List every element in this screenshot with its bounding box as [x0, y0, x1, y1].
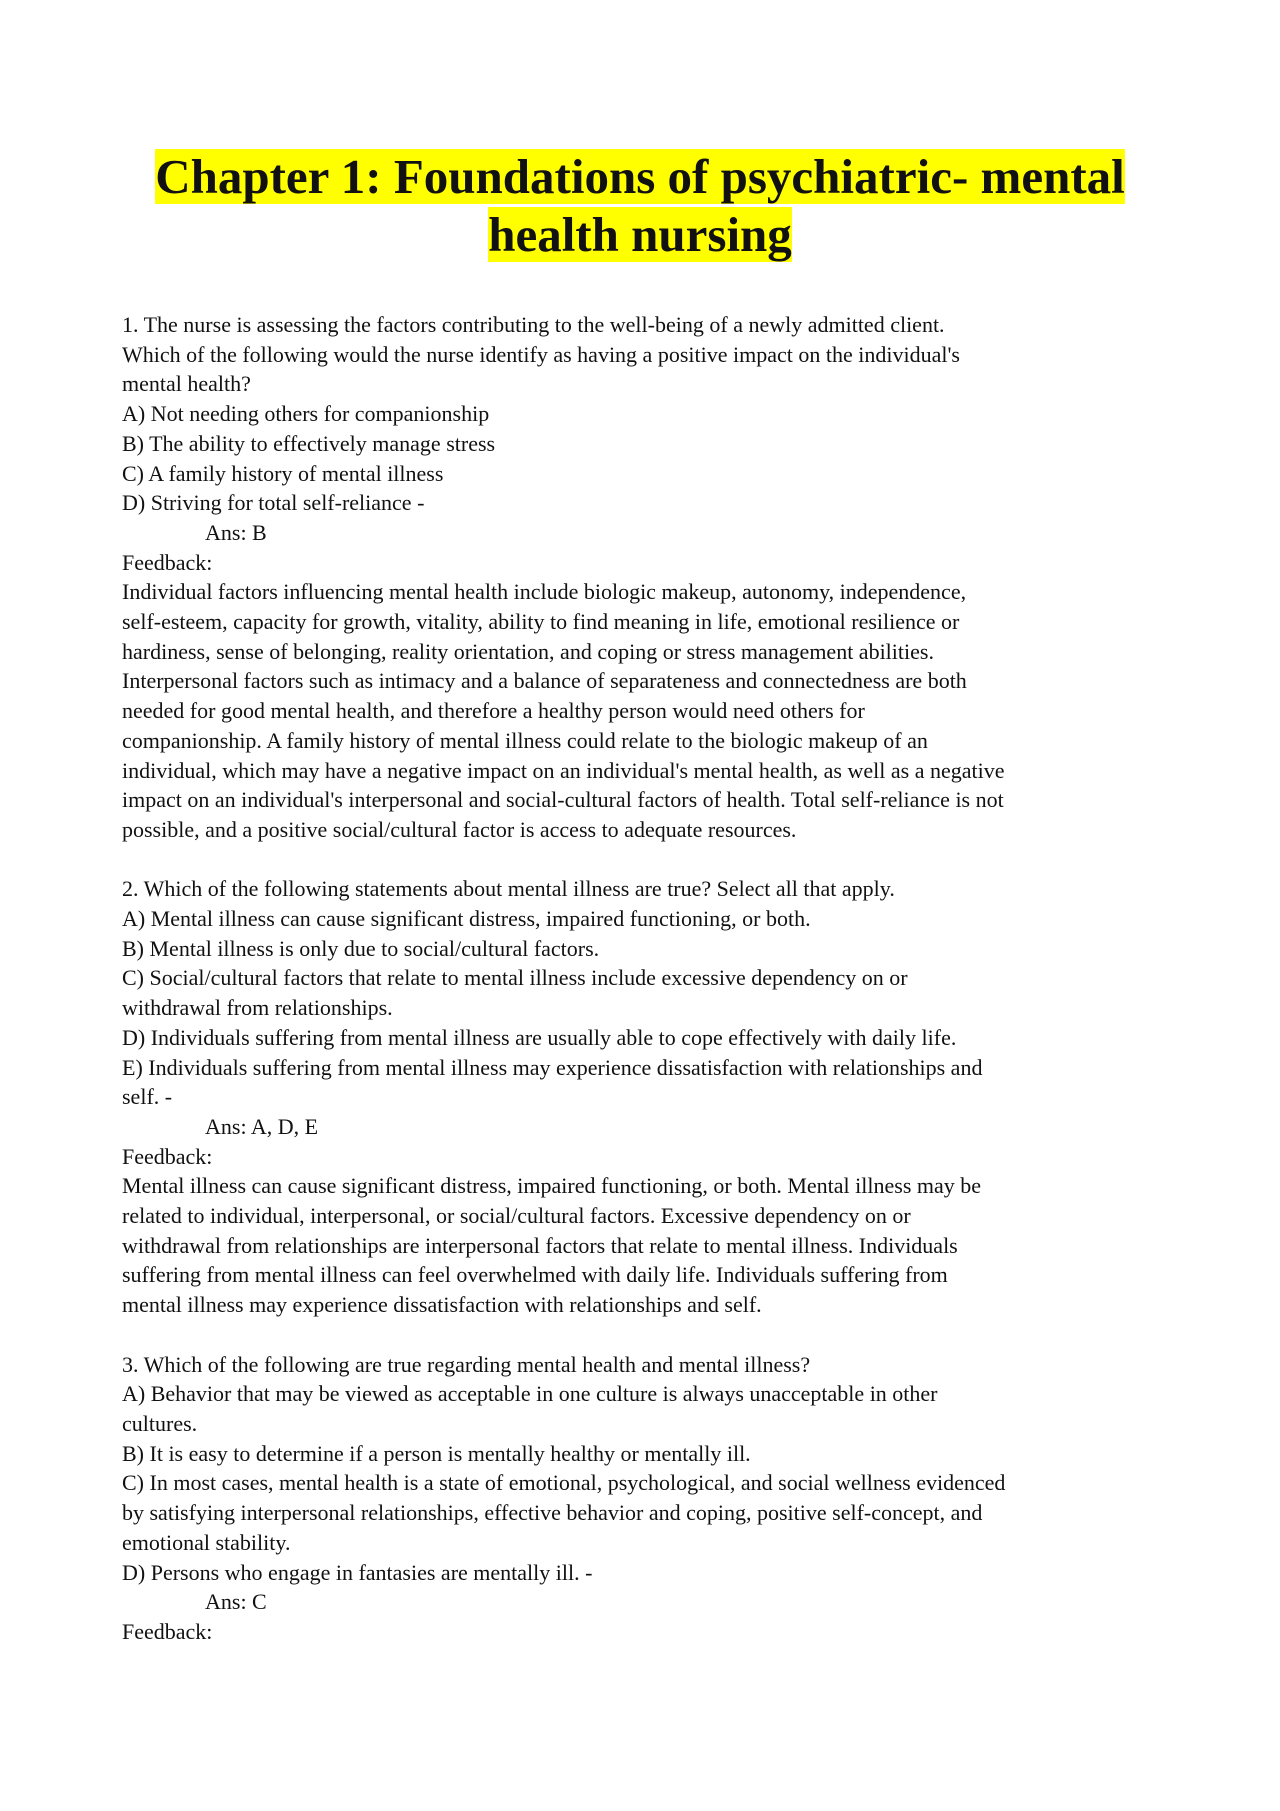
feedback-line: related to individual, interpersonal, or social/cultural factors. Excessive dependency on or — [122, 1203, 911, 1229]
question-stem-line: Which of the following would the nurse identify as having a positive impact on the individual's — [122, 341, 960, 367]
title-line-2: health nursing — [488, 207, 792, 262]
feedback-line: impact on an individual's interpersonal and social-cultural factors of health. Total self-reliance is not — [122, 787, 1004, 813]
answer-option: withdrawal from relationships. — [122, 995, 393, 1021]
feedback-line: Mental illness can cause significant distress, impaired functioning, or both. Mental illness may be — [122, 1173, 982, 1199]
feedback-line: individual, which may have a negative impact on an individual's mental health, as well as a negative — [122, 757, 1005, 783]
feedback-line: possible, and a positive social/cultural factor is access to adequate resources. — [122, 816, 797, 842]
question-stem-line: 3. Which of the following are true regarding mental health and mental illness? — [122, 1351, 811, 1377]
page-title — [100, 148, 1180, 264]
answer-option: by satisfying interpersonal relationships, effective behavior and coping, positive self-concept, and — [122, 1500, 983, 1526]
answer-key: Ans: B — [205, 519, 267, 545]
answer-option: D) Striving for total self-reliance - — [122, 490, 425, 516]
feedback-line: self-esteem, capacity for growth, vitality, ability to find meaning in life, emotional resilience or — [122, 609, 960, 635]
answer-option: A) Behavior that may be viewed as acceptable in one culture is always unacceptable in other — [122, 1381, 938, 1407]
feedback-line: hardiness, sense of belonging, reality orientation, and coping or stress management abilities. — [122, 638, 934, 664]
answer-option: emotional stability. — [122, 1529, 291, 1555]
paragraph-gap — [122, 1320, 1172, 1350]
feedback-line: suffering from mental illness can feel overwhelmed with daily life. Individuals suffering from — [122, 1262, 948, 1288]
answer-option: C) In most cases, mental health is a state of emotional, psychological, and social wellness evidenced — [122, 1470, 1006, 1496]
feedback-line: mental illness may experience dissatisfaction with relationships and self. — [122, 1292, 762, 1318]
feedback-line: companionship. A family history of mental illness could relate to the biologic makeup of an — [122, 727, 928, 753]
answer-option: D) Individuals suffering from mental illness are usually able to cope effectively with daily life. — [122, 1024, 957, 1050]
answer-option: D) Persons who engage in fantasies are mentally ill. - — [122, 1559, 593, 1585]
answer-option: C) A family history of mental illness — [122, 460, 444, 486]
answer-option: cultures. — [122, 1410, 198, 1436]
answer-option: E) Individuals suffering from mental illness may experience dissatisfaction with relationships and — [122, 1054, 983, 1080]
feedback-label: Feedback: — [122, 549, 213, 575]
answer-key: Ans: C — [205, 1589, 267, 1615]
answer-option: C) Social/cultural factors that relate to mental illness include excessive dependency on or — [122, 965, 908, 991]
document-body — [122, 310, 1172, 1647]
feedback-line: needed for good mental health, and therefore a healthy person would need others for — [122, 698, 865, 724]
feedback-line: Interpersonal factors such as intimacy and a balance of separateness and connectedness are both — [122, 668, 967, 694]
answer-option: B) It is easy to determine if a person is mentally healthy or mentally ill. — [122, 1440, 751, 1466]
feedback-line: withdrawal from relationships are interpersonal factors that relate to mental illness. Individuals — [122, 1232, 958, 1258]
feedback-label: Feedback: — [122, 1143, 213, 1169]
answer-option: self. - — [122, 1084, 173, 1110]
answer-option: B) Mental illness is only due to social/cultural factors. — [122, 935, 600, 961]
question-3 — [122, 1350, 1172, 1647]
question-stem-line: 1. The nurse is assessing the factors contributing to the well-being of a newly admitted client. — [122, 312, 945, 337]
answer-key: Ans: A, D, E — [205, 1113, 319, 1139]
question-1 — [122, 310, 1172, 845]
answer-option: A) Not needing others for companionship — [122, 401, 490, 427]
answer-option: B) The ability to effectively manage stress — [122, 430, 496, 456]
question-stem-line: 2. Which of the following statements about mental illness are true? Select all that apply. — [122, 876, 895, 902]
feedback-label: Feedback: — [122, 1618, 213, 1644]
paragraph-gap — [122, 845, 1172, 875]
question-2 — [122, 874, 1172, 1320]
feedback-line: Individual factors influencing mental health include biologic makeup, autonomy, independence, — [122, 579, 967, 605]
answer-option: A) Mental illness can cause significant distress, impaired functioning, or both. — [122, 906, 811, 932]
title-line-1: Chapter 1: Foundations of psychiatric- mental — [155, 149, 1125, 204]
question-stem-line: mental health? — [122, 371, 251, 397]
